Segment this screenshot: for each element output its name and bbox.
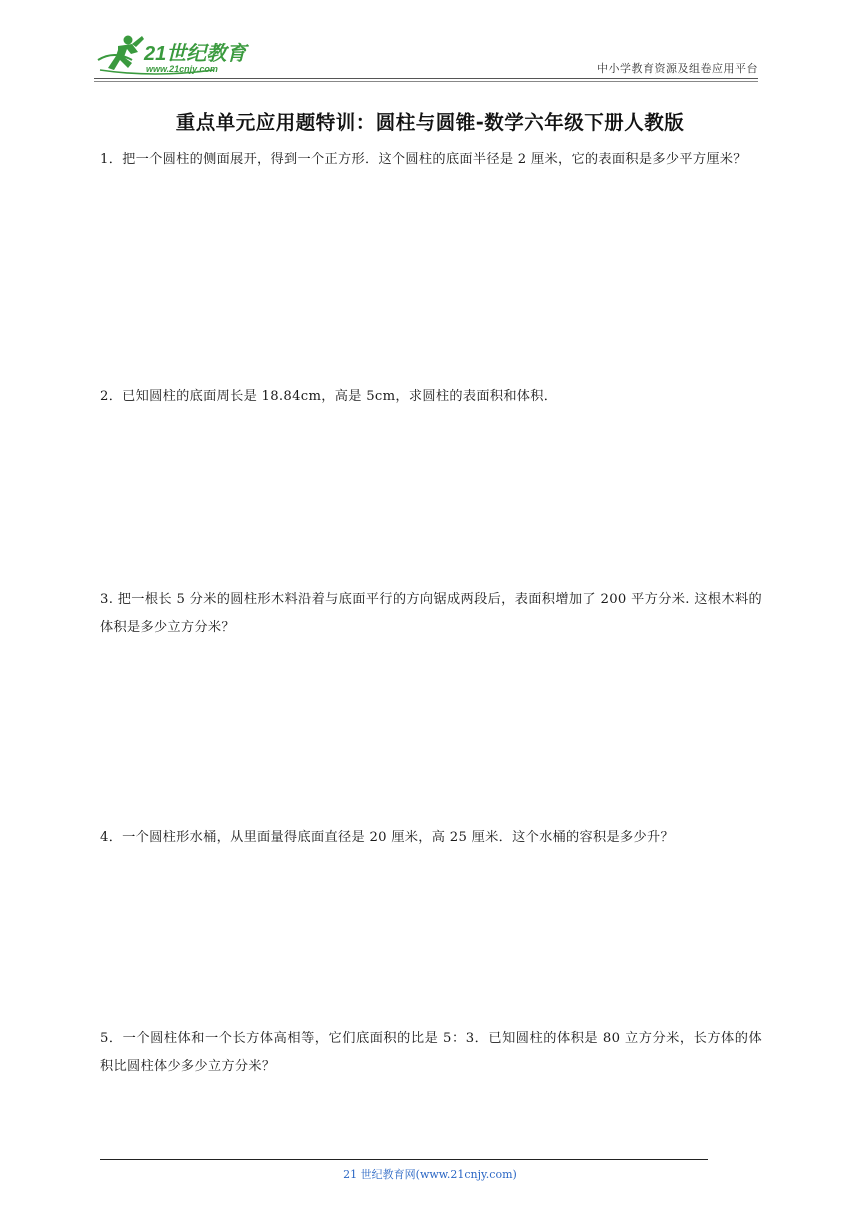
logo-graphic <box>94 30 259 78</box>
question-2: 2．已知圆柱的底面周长是 18.84cm，高是 5cm，求圆柱的表面积和体积． <box>100 389 558 404</box>
logo-text: 21世纪教育 <box>144 43 247 65</box>
header-divider-thin <box>94 81 758 82</box>
question-4: 4．一个圆柱形水桶，从里面量得底面直径是 20 厘米，高 25 厘米．这个水桶的容积是多少升？ <box>100 830 674 845</box>
site-logo <box>94 30 259 78</box>
footer-link[interactable]: 21 世纪教育网(www.21cnjy.com) <box>343 1168 517 1181</box>
logo-url-text: www.21cnjy.com <box>146 64 218 74</box>
question-3: 3. 把一根长 5 分米的圆柱形木料沿着与底面平行的方向锯成两段后，表面积增加了 200 平方分米. 这根木料的体积是多少立方分米？ <box>100 592 762 635</box>
header-divider <box>94 78 758 79</box>
footer-divider <box>100 1159 708 1160</box>
page-title: 重点单元应用题特训：圆柱与圆锥-数学六年级下册人教版 <box>175 111 685 134</box>
question-5: 5．一个圆柱体和一个长方体高相等，它们底面积的比是 5：3．已知圆柱的体积是 80 立方分米，长方体的体积比圆柱体少多少立方分米？ <box>100 1031 762 1074</box>
question-1: 1．把一个圆柱的侧面展开，得到一个正方形．这个圆柱的底面半径是 2 厘米，它的表面积是多少平方厘米？ <box>100 152 747 167</box>
header-platform-label: 中小学教育资源及组卷应用平台 <box>597 62 758 75</box>
